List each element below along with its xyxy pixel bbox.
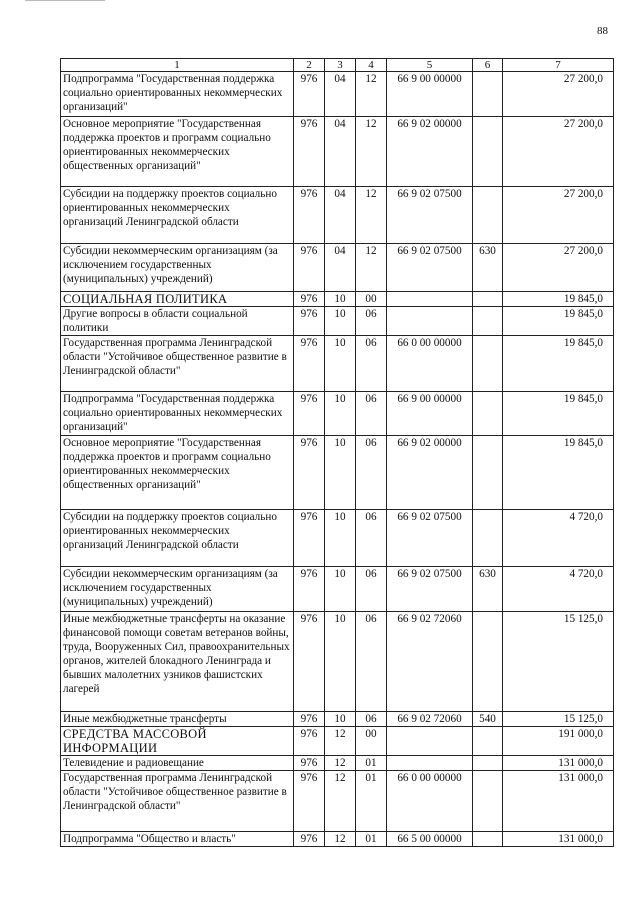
row-col-4: 06 <box>356 307 387 336</box>
row-col-7: 19 845,0 <box>503 336 614 392</box>
table-row <box>61 612 614 712</box>
header-col-6: 6 <box>473 59 503 72</box>
page-number: 88 <box>597 25 608 37</box>
row-col-3: 10 <box>325 712 356 727</box>
row-col-2: 976 <box>294 117 325 187</box>
row-name: Телевидение и радиовещание <box>61 756 294 771</box>
row-col-4: 06 <box>356 392 387 436</box>
row-col-7: 27 200,0 <box>503 72 614 117</box>
row-col-6 <box>473 117 503 187</box>
row-col-3: 04 <box>325 117 356 187</box>
row-col-6 <box>473 436 503 510</box>
row-col-5 <box>387 307 473 336</box>
row-col-7: 19 845,0 <box>503 292 614 307</box>
header-col-1: 1 <box>61 59 294 72</box>
row-col-4: 06 <box>356 612 387 712</box>
row-col-2: 976 <box>294 612 325 712</box>
row-col-2: 976 <box>294 712 325 727</box>
header-col-5: 5 <box>387 59 473 72</box>
row-col-7: 15 125,0 <box>503 612 614 712</box>
row-name: Подпрограмма "Государственная поддержка социально ориентированных некоммерческих организаций" <box>61 392 294 436</box>
row-col-4: 12 <box>356 72 387 117</box>
row-col-4: 06 <box>356 436 387 510</box>
row-col-5 <box>387 292 473 307</box>
row-col-6 <box>473 336 503 392</box>
row-col-3: 10 <box>325 436 356 510</box>
row-name: Подпрограмма "Государственная поддержка социально ориентированных некоммерческих организаций" <box>61 72 294 117</box>
row-col-5: 66 0 00 00000 <box>387 771 473 832</box>
row-name: Государственная программа Ленинградской области "Устойчивое общественное развитие в Ленинградской области" <box>61 771 294 832</box>
table-row <box>61 727 614 756</box>
row-col-5: 66 9 02 72060 <box>387 712 473 727</box>
row-name: Субсидии некоммерческим организациям (за исключением государственных (муниципальных) учреждений) <box>61 567 294 612</box>
table-row <box>61 436 614 510</box>
table-row <box>61 771 614 832</box>
row-col-3: 10 <box>325 307 356 336</box>
row-col-4: 01 <box>356 832 387 847</box>
row-col-7: 131 000,0 <box>503 771 614 832</box>
row-col-5: 66 9 02 00000 <box>387 117 473 187</box>
table-row <box>61 567 614 612</box>
table-row <box>61 187 614 244</box>
row-col-2: 976 <box>294 72 325 117</box>
row-name: Подпрограмма "Общество и власть" <box>61 832 294 847</box>
row-col-5: 66 9 02 07500 <box>387 567 473 612</box>
row-name: Иные межбюджетные трансферты <box>61 712 294 727</box>
table-row <box>61 832 614 847</box>
table-row <box>61 72 614 117</box>
table-row <box>61 336 614 392</box>
row-col-3: 12 <box>325 727 356 756</box>
row-col-2: 976 <box>294 244 325 292</box>
row-col-7: 19 845,0 <box>503 392 614 436</box>
row-col-2: 976 <box>294 292 325 307</box>
table-row <box>61 244 614 292</box>
row-col-4: 06 <box>356 567 387 612</box>
row-name: СОЦИАЛЬНАЯ ПОЛИТИКА <box>61 292 294 307</box>
row-col-6: 540 <box>473 712 503 727</box>
row-col-5: 66 9 00 00000 <box>387 72 473 117</box>
table-row <box>61 510 614 567</box>
top-scan-line <box>25 0 105 1</box>
row-col-6 <box>473 771 503 832</box>
header-col-4: 4 <box>356 59 387 72</box>
row-name: Субсидии некоммерческим организациям (за исключением государственных (муниципальных) учреждений) <box>61 244 294 292</box>
row-name: Основное мероприятие "Государственная поддержка проектов и программ социально ориентированных некоммерческих общественных организаций" <box>61 436 294 510</box>
row-col-5 <box>387 756 473 771</box>
table-row <box>61 756 614 771</box>
row-col-4: 12 <box>356 187 387 244</box>
row-col-4: 12 <box>356 117 387 187</box>
row-name: Субсидии на поддержку проектов социально ориентированных некоммерческих организаций Ленинградской области <box>61 187 294 244</box>
row-col-2: 976 <box>294 771 325 832</box>
row-col-2: 976 <box>294 510 325 567</box>
row-col-6: 630 <box>473 244 503 292</box>
row-col-7: 27 200,0 <box>503 187 614 244</box>
row-col-4: 06 <box>356 510 387 567</box>
budget-table <box>60 58 614 847</box>
row-name: Субсидии на поддержку проектов социально ориентированных некоммерческих организаций Ленинградской области <box>61 510 294 567</box>
row-col-7: 19 845,0 <box>503 307 614 336</box>
row-col-5: 66 9 02 07500 <box>387 510 473 567</box>
row-col-3: 10 <box>325 567 356 612</box>
row-col-2: 976 <box>294 756 325 771</box>
row-col-3: 10 <box>325 510 356 567</box>
row-col-6 <box>473 756 503 771</box>
row-col-6 <box>473 510 503 567</box>
row-col-3: 12 <box>325 832 356 847</box>
row-col-4: 06 <box>356 336 387 392</box>
row-col-5 <box>387 727 473 756</box>
row-col-4: 06 <box>356 712 387 727</box>
row-col-6 <box>473 832 503 847</box>
header-row <box>61 59 614 72</box>
row-col-2: 976 <box>294 727 325 756</box>
row-col-6 <box>473 72 503 117</box>
table-row <box>61 307 614 336</box>
row-col-6: 630 <box>473 567 503 612</box>
row-col-3: 10 <box>325 392 356 436</box>
row-col-2: 976 <box>294 832 325 847</box>
header-col-2: 2 <box>294 59 325 72</box>
row-col-6 <box>473 307 503 336</box>
row-name: Основное мероприятие "Государственная поддержка проектов и программ социально ориентированных некоммерческих общественных организаций" <box>61 117 294 187</box>
row-col-5: 66 9 02 72060 <box>387 612 473 712</box>
row-col-2: 976 <box>294 187 325 244</box>
row-col-3: 12 <box>325 756 356 771</box>
row-col-4: 01 <box>356 756 387 771</box>
table-row <box>61 117 614 187</box>
row-col-7: 19 845,0 <box>503 436 614 510</box>
row-col-3: 04 <box>325 72 356 117</box>
row-col-3: 04 <box>325 244 356 292</box>
table-row <box>61 392 614 436</box>
row-col-6 <box>473 727 503 756</box>
row-col-6 <box>473 187 503 244</box>
row-col-6 <box>473 392 503 436</box>
row-col-7: 131 000,0 <box>503 832 614 847</box>
row-col-4: 12 <box>356 244 387 292</box>
row-col-3: 10 <box>325 292 356 307</box>
row-col-4: 00 <box>356 292 387 307</box>
row-col-6 <box>473 292 503 307</box>
table-row <box>61 712 614 727</box>
row-name: Иные межбюджетные трансферты на оказание финансовой помощи советам ветеранов войны, труда, Вооруженных Сил, правоохранительных органов, жителей блокадного Ленинграда и бывших малолетних узников фашистских лагерей <box>61 612 294 712</box>
row-col-7: 27 200,0 <box>503 117 614 187</box>
row-col-2: 976 <box>294 567 325 612</box>
row-name: СРЕДСТВА МАССОВОЙ ИНФОРМАЦИИ <box>61 727 294 756</box>
row-col-3: 10 <box>325 612 356 712</box>
row-name: Другие вопросы в области социальной политики <box>61 307 294 336</box>
row-col-7: 15 125,0 <box>503 712 614 727</box>
row-col-2: 976 <box>294 336 325 392</box>
row-col-2: 976 <box>294 392 325 436</box>
row-col-7: 191 000,0 <box>503 727 614 756</box>
row-col-7: 131 000,0 <box>503 756 614 771</box>
row-col-7: 4 720,0 <box>503 510 614 567</box>
row-col-5: 66 9 00 00000 <box>387 392 473 436</box>
row-col-3: 10 <box>325 336 356 392</box>
row-col-6 <box>473 612 503 712</box>
row-col-5: 66 9 02 07500 <box>387 187 473 244</box>
row-col-5: 66 0 00 00000 <box>387 336 473 392</box>
row-name: Государственная программа Ленинградской области "Устойчивое общественное развитие в Ленинградской области" <box>61 336 294 392</box>
row-col-3: 04 <box>325 187 356 244</box>
row-col-4: 01 <box>356 771 387 832</box>
row-col-7: 27 200,0 <box>503 244 614 292</box>
row-col-3: 12 <box>325 771 356 832</box>
row-col-2: 976 <box>294 307 325 336</box>
row-col-5: 66 9 02 07500 <box>387 244 473 292</box>
row-col-2: 976 <box>294 436 325 510</box>
row-col-7: 4 720,0 <box>503 567 614 612</box>
table-row <box>61 292 614 307</box>
row-col-5: 66 5 00 00000 <box>387 832 473 847</box>
header-col-7: 7 <box>503 59 614 72</box>
row-col-4: 00 <box>356 727 387 756</box>
row-col-5: 66 9 02 00000 <box>387 436 473 510</box>
header-col-3: 3 <box>325 59 356 72</box>
